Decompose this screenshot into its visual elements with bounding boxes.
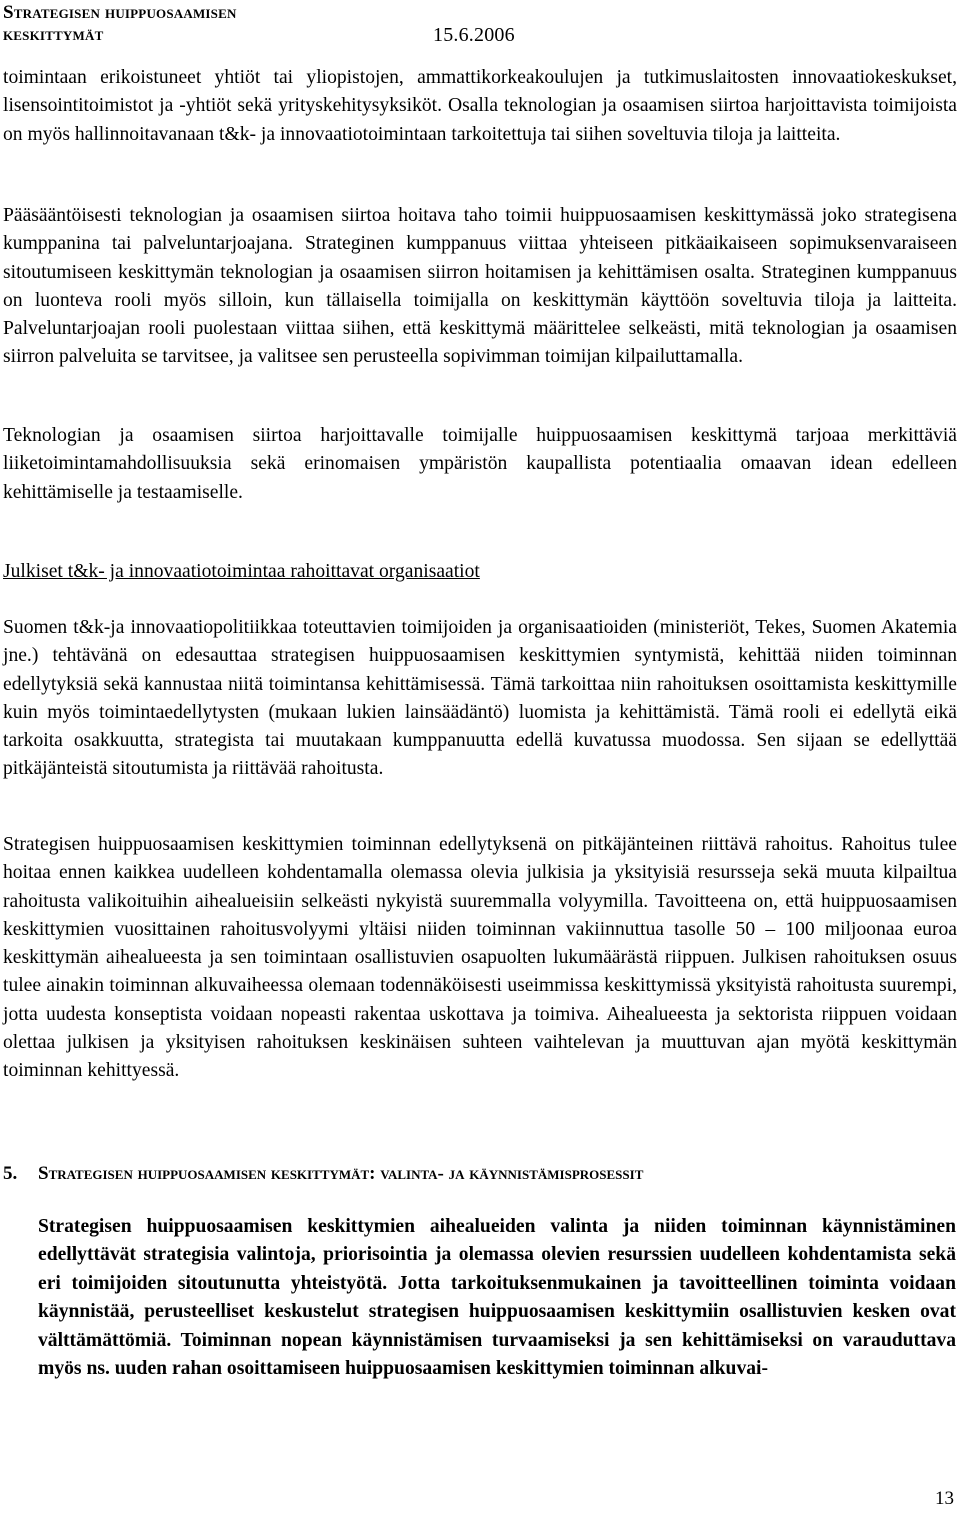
- chapter-number: 5.: [3, 1163, 18, 1184]
- paragraph-2: Pääsääntöisesti teknologian ja osaamisen siirtoa hoitava taho toimii huippuosaamisen keskittymässä joko strategisena kumppanina tai palveluntarjoajana. Strateginen kumppanuus viittaa yhteiseen pitkäaikaiseen sopimuksenvaraiseen sitoutumiseen keskittymän teknologian ja osaamisen siirron hoitamisen ja kehittämisen osalta. Strateginen kumppanuus on luonteva rooli myös silloin, kun tällaisella toimijalla on keskittymän käyttöön soveltuvia tiloja ja laitteita. Palveluntarjoajan rooli puolestaan viittaa siihen, että keskittymä määrittelee selkeästi, mitä teknologian ja osaamisen siirron palveluita se tarvitsee, ja valitsee sen perusteella sopivimman toimijan kilpailuttamalla.: [3, 205, 957, 368]
- header-title-line2: keskittymät: [3, 24, 104, 45]
- chapter-summary: Strategisen huippuosaamisen keskittymien aihealueiden valinta ja niiden toiminnan käynnistäminen edellyttävät strategisia valintoja, priorisointia ja olemassa olevien resurssien uudelleen kohdentamista sekä eri toimijoiden sitoutunutta yhteistyötä. Jotta tarkoituksenmukainen ja tavoitteellinen toiminta voidaan käynnistää, perusteelliset keskustelut strategisen huippuosaamisen keskittymiin osallistuvien kesken ovat välttämättömiä. Toiminnan nopean käynnistämisen turvaamiseksi ja sen kehittämiseksi on varauduttava myös ns. uuden rahan osoittamiseen huippuosaamisen keskittymien toiminnan alkuvai-: [38, 1216, 956, 1380]
- chapter-title: Strategisen huippuosaamisen keskittymät: valinta- ja käynnistämisprosessit: [38, 1163, 644, 1184]
- paragraph-3: Teknologian ja osaamisen siirtoa harjoittavalle toimijalle huippuosaamisen keskittymä tarjoaa merkittäviä liiketoimintamahdollisuuksia sekä erinomaisen ympäristön kaupallista potentiaalia omaavan idean edelleen kehittämiselle ja testaamiselle.: [3, 425, 957, 503]
- chapter-heading: [3, 1162, 957, 1186]
- paragraph-1: toimintaan erikoistuneet yhtiöt tai yliopistojen, ammattikorkeakoulujen ja tutkimuslaitosten innovaatiokeskukset, lisensointitoimistot ja -yhtiöt sekä yrityskehitysyksiköt. Osalla teknologian ja osaamisen siirtoa harjoittavista toimijoista on myös hallinnoitavanaan t&k- ja innovaatiotoimintaan tarkoitettuja tai siihen soveltuvia tiloja ja laitteita.: [3, 67, 957, 145]
- paragraph-4: Suomen t&k-ja innovaatiopolitiikkaa toteuttavien toimijoiden ja organisaatioiden (ministeriöt, Tekes, Suomen Akatemia jne.) tehtävänä on edesauttaa strategisen huippuosaamisen keskittymien syntymistä, kehittää niiden toiminnan edellytyksiä sekä kannustaa niitä toimintansa kehittämisessä. Tämä tarkoittaa niin rahoituksen osoittamista keskittymille kuin myös toimintaedellytysten (mukaan lukien lainsäädäntö) luomista ja kehittämistä. Tämä rooli ei edellytä eikä tarkoita osakkuutta, strategista tai muutakaan kumppanuutta edellä kuvatussa muodossa. Sen sijaan se edellyttää pitkäjänteistä sitoutumista ja riittävää rahoitusta.: [3, 617, 957, 780]
- paragraph-5: Strategisen huippuosaamisen keskittymien toiminnan edellytyksenä on pitkäjänteinen riittävä rahoitus. Rahoitus tulee hoitaa ennen kaikkea uudelleen kohdentamalla olemassa olevia julkisia ja yksityisiä resursseja sekä muuta kilpailtua rahoitusta valikoituihin aihealueisiin selkeästi nykyistä suuremmalla volyymilla. Tavoitteena on, että huippuosaamisen keskittymien vuosittainen rahoitusvolyymi yltäisi niiden toiminnan vakiinnuttua tasolle 50 – 100 miljoonaa euroa keskittymän aihealueesta ja sen toimintaan osallistuvien osapuolten lukumäärästä riippuen. Julkisen rahoituksen osuus tulee ainakin toiminnan alkuvaiheessa olemaan todennäköisesti useimmissa keskittymissä yksityistä rahoitusta suurempi, jotta uudesta konseptista voidaan nopeasti rakentaa uskottava ja toimiva. Aihealueesta ja sektorista riippuen voidaan olettaa julkisen ja yksityisen rahoituksen keskinäisen suhteen vaihtelevan ja muuttuvan ajan myötä keskittymän toiminnan kehittyessä.: [3, 834, 957, 1082]
- header-date: 15.6.2006: [433, 24, 515, 46]
- running-header: [3, 2, 515, 46]
- section-heading: Julkiset t&k- ja innovaatiotoimintaa rahoittavat organisaatiot: [3, 561, 480, 582]
- header-title-line1: Strategisen huippuosaamisen: [3, 2, 237, 23]
- page-number: 13: [935, 1488, 954, 1509]
